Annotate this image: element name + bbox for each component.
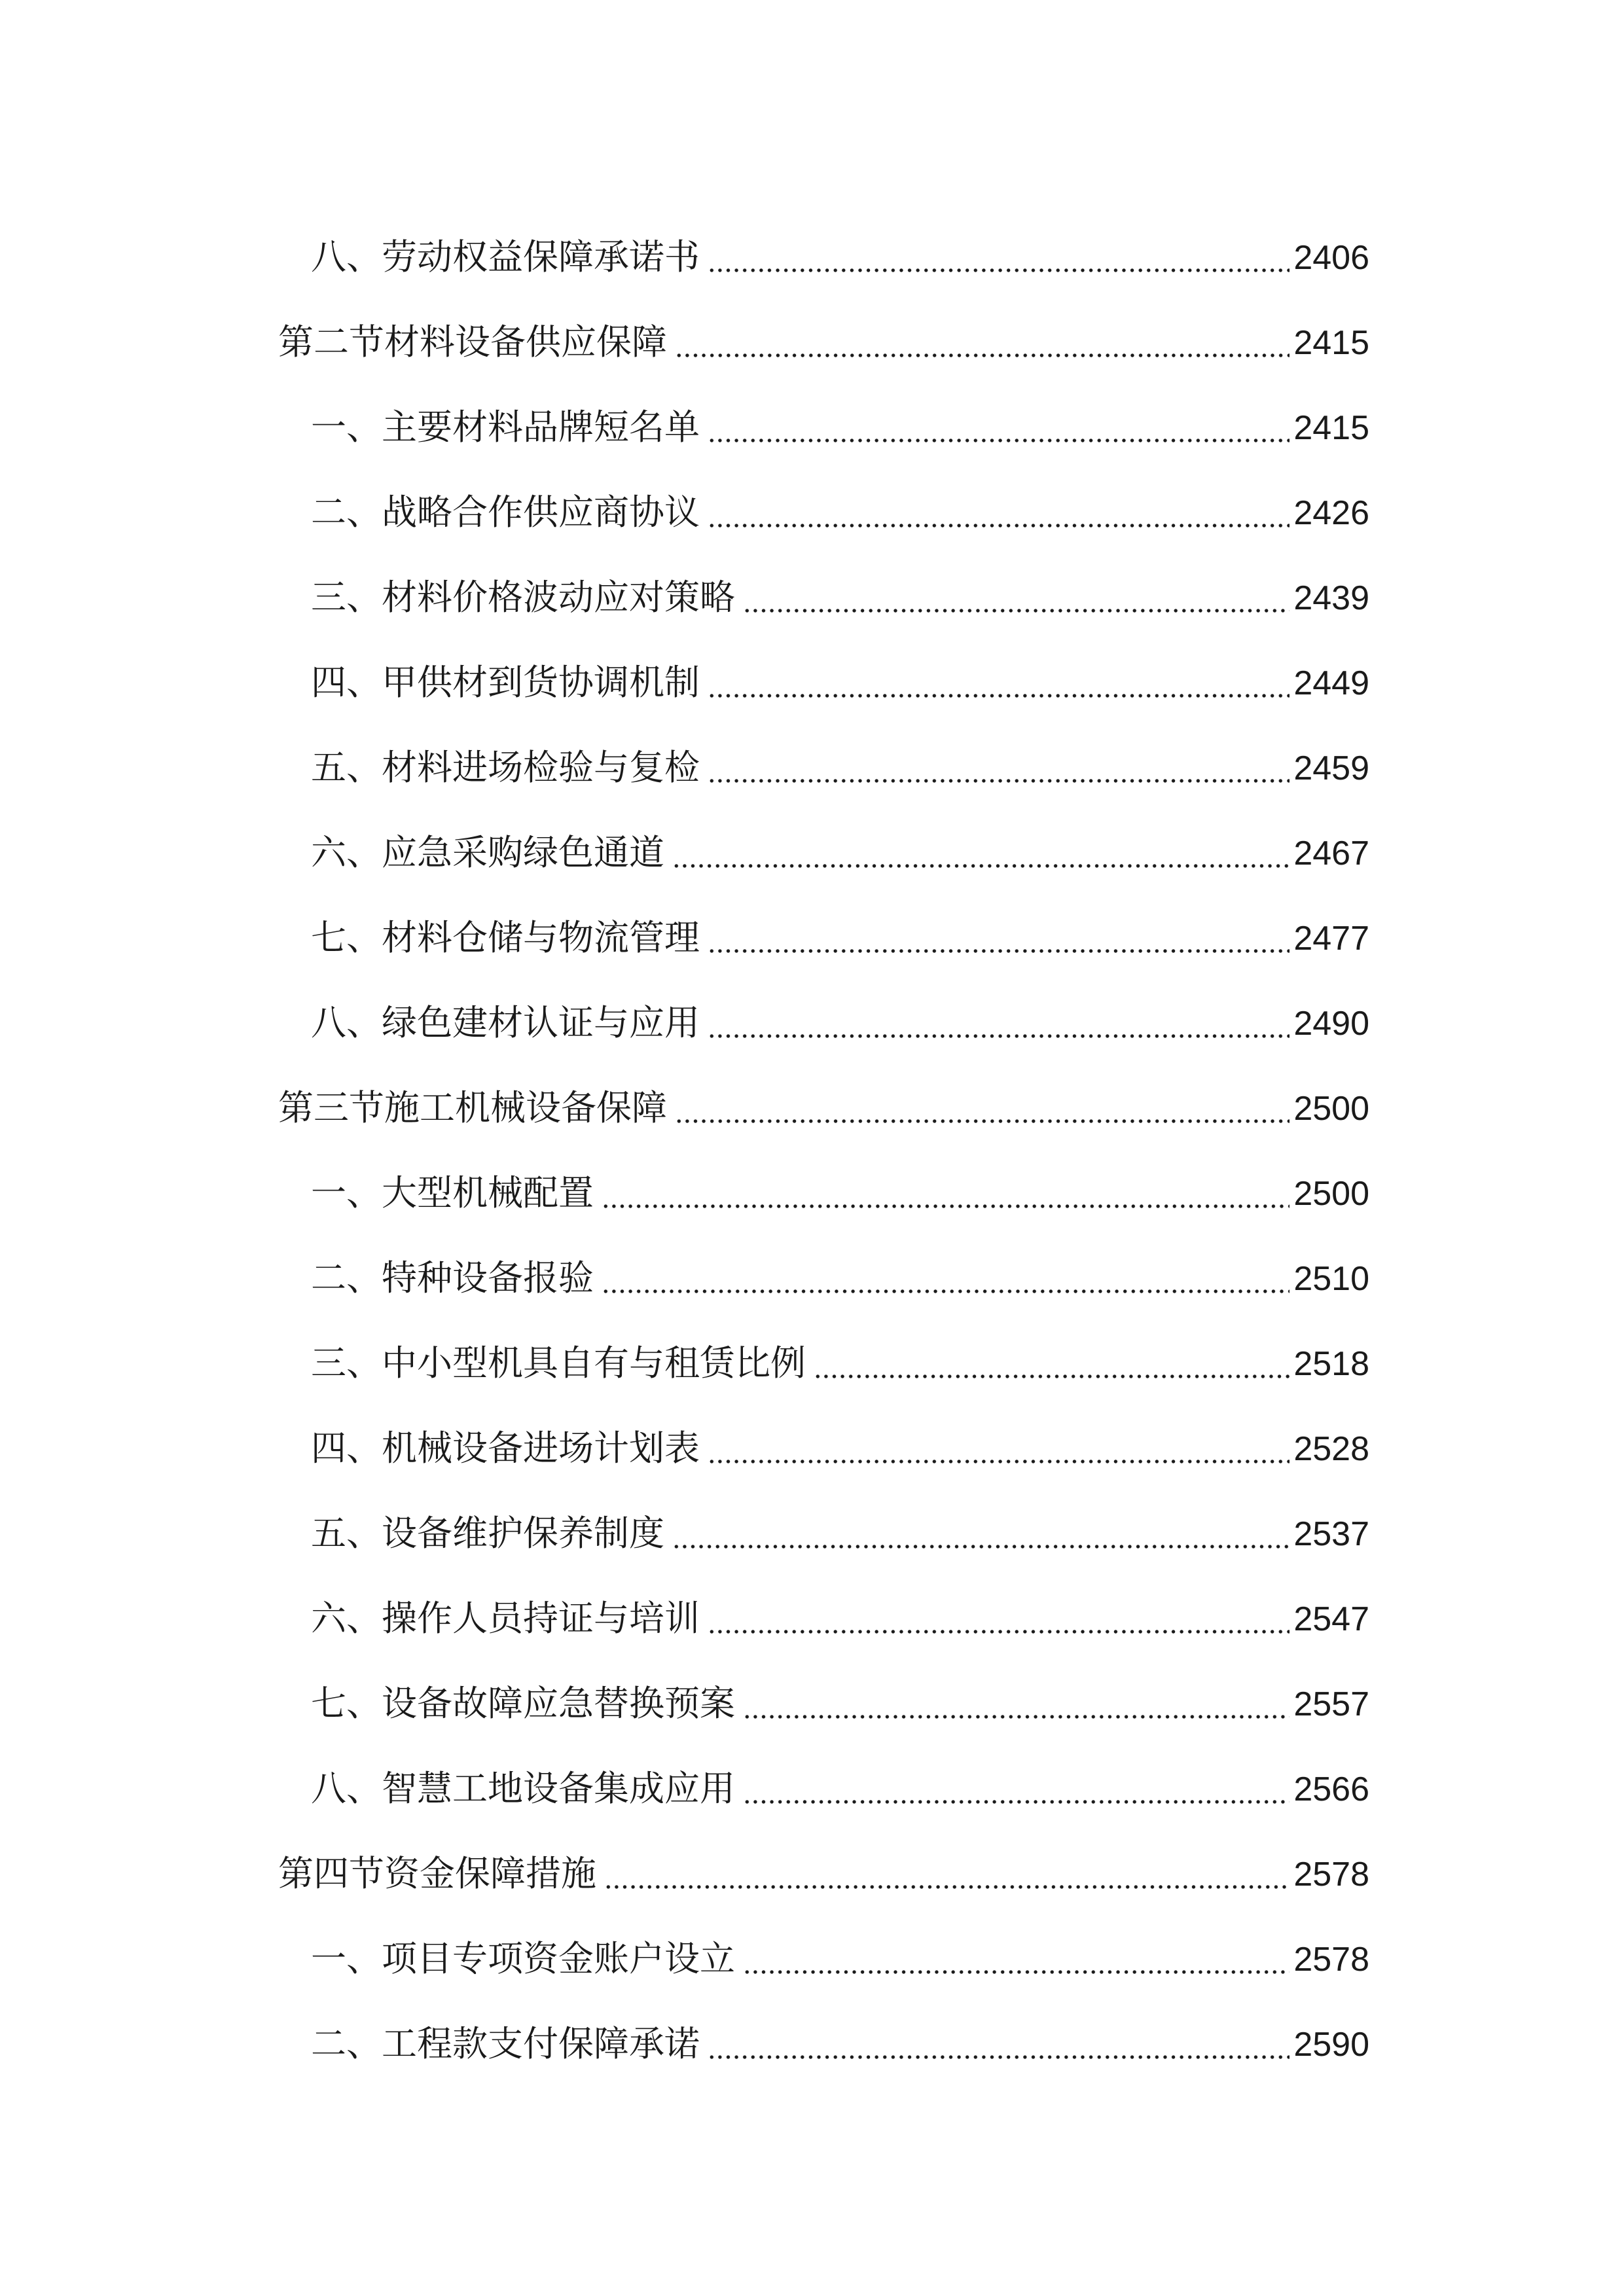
- toc-entry-title: 四、机械设备进场计划表: [311, 1427, 700, 1469]
- dot-leader: [708, 268, 1290, 272]
- toc-entry-page: 2477: [1293, 920, 1369, 958]
- toc-entry-title: 四、甲供材到货协调机制: [311, 662, 700, 703]
- toc-entry-page: 2500: [1293, 1090, 1369, 1128]
- dot-leader: [743, 1800, 1290, 1804]
- toc-entry-page: 2590: [1293, 2026, 1369, 2064]
- toc-entry-page: 2547: [1293, 1600, 1369, 1638]
- toc-entry[interactable]: [311, 798, 1369, 873]
- dot-leader: [604, 1885, 1290, 1889]
- dot-leader: [672, 864, 1290, 868]
- toc-entry-title: 一、项目专项资金账户设立: [311, 1938, 735, 1979]
- toc-entry[interactable]: [311, 1139, 1369, 1211]
- toc-entry[interactable]: [278, 1820, 1369, 1892]
- dot-leader: [708, 1630, 1290, 1634]
- toc-entry[interactable]: [311, 1224, 1369, 1299]
- dot-leader: [675, 353, 1290, 357]
- dot-leader: [672, 1545, 1290, 1549]
- dot-leader: [675, 1119, 1290, 1123]
- dot-leader: [743, 1715, 1290, 1719]
- toc-entry[interactable]: [311, 1309, 1369, 1384]
- dot-leader: [814, 1374, 1290, 1378]
- toc-entry-page: 2566: [1293, 1770, 1369, 1808]
- toc-entry[interactable]: [311, 1734, 1369, 1809]
- toc-entry-title: 八、劳动权益保障承诺书: [311, 236, 700, 278]
- toc-entry[interactable]: [311, 1479, 1369, 1554]
- toc-entry-title: 二、战略合作供应商协议: [311, 492, 700, 533]
- toc-entry[interactable]: [311, 203, 1369, 278]
- toc-entry-page: 2510: [1293, 1260, 1369, 1298]
- dot-leader: [708, 524, 1290, 528]
- toc-entry[interactable]: [311, 1649, 1369, 1724]
- toc-entry-page: 2537: [1293, 1515, 1369, 1553]
- toc-entry[interactable]: [311, 543, 1369, 618]
- toc-entry-page: 2518: [1293, 1345, 1369, 1383]
- toc-entry-title: 五、材料进场检验与复检: [311, 747, 700, 788]
- toc-entry[interactable]: [311, 969, 1369, 1041]
- toc-entry-page: 2467: [1293, 834, 1369, 872]
- toc-entry-title: 二、特种设备报验: [311, 1257, 594, 1299]
- toc-entry-page: 2578: [1293, 1941, 1369, 1979]
- toc-entry[interactable]: [311, 1905, 1369, 1977]
- toc-entry[interactable]: [311, 884, 1369, 956]
- toc-entry-page: 2557: [1293, 1685, 1369, 1723]
- toc-entry[interactable]: [311, 1990, 1369, 2062]
- toc-entry-title: 五、设备维护保养制度: [311, 1513, 664, 1554]
- toc-entry[interactable]: [311, 713, 1369, 788]
- dot-leader: [708, 1460, 1290, 1463]
- toc-entry[interactable]: [311, 628, 1369, 703]
- toc-entry-page: 2459: [1293, 749, 1369, 787]
- toc-entry[interactable]: [311, 373, 1369, 448]
- toc-entry-title: 第四节资金保障措施: [278, 1853, 596, 1894]
- toc-entry-title: 第三节施工机械设备保障: [278, 1087, 667, 1128]
- toc-entry-title: 三、材料价格波动应对策略: [311, 577, 735, 618]
- toc-entry[interactable]: [311, 458, 1369, 533]
- toc-entry-title: 八、绿色建材认证与应用: [311, 1002, 700, 1043]
- dot-leader: [708, 439, 1290, 442]
- toc-entry[interactable]: [278, 1054, 1369, 1126]
- toc-entry-title: 七、设备故障应急替换预案: [311, 1683, 735, 1724]
- toc-entry-title: 一、大型机械配置: [311, 1172, 594, 1213]
- toc-entry-title: 六、操作人员持证与培训: [311, 1598, 700, 1639]
- toc-entry-page: 2406: [1293, 239, 1369, 277]
- dot-leader: [708, 779, 1290, 783]
- dot-leader: [602, 1289, 1290, 1293]
- toc-entry-page: 2578: [1293, 1856, 1369, 1893]
- dot-leader: [708, 694, 1290, 698]
- toc-entry-title: 六、应急采购绿色通道: [311, 832, 664, 873]
- toc-entry-title: 七、材料仓储与物流管理: [311, 917, 700, 958]
- toc-entry-page: 2528: [1293, 1430, 1369, 1468]
- dot-leader: [602, 1204, 1290, 1208]
- toc-entry-page: 2415: [1293, 324, 1369, 362]
- toc-entry-page: 2415: [1293, 409, 1369, 447]
- toc-entry[interactable]: [311, 1394, 1369, 1469]
- toc-entry-page: 2500: [1293, 1175, 1369, 1213]
- toc-entry-title: 八、智慧工地设备集成应用: [311, 1768, 735, 1809]
- dot-leader: [743, 609, 1290, 613]
- dot-leader: [743, 1970, 1290, 1974]
- dot-leader: [708, 2055, 1290, 2059]
- dot-leader: [708, 949, 1290, 953]
- toc-entry[interactable]: [311, 1564, 1369, 1639]
- toc-entry-title: 三、中小型机具自有与租赁比例: [311, 1342, 806, 1384]
- dot-leader: [708, 1034, 1290, 1038]
- toc-entry-page: 2490: [1293, 1005, 1369, 1043]
- toc-entry-page: 2439: [1293, 579, 1369, 617]
- toc-entry-page: 2449: [1293, 664, 1369, 702]
- toc-entry-title: 一、主要材料品牌短名单: [311, 406, 700, 448]
- toc-entry-title: 二、工程款支付保障承诺: [311, 2023, 700, 2064]
- toc-entry[interactable]: [278, 288, 1369, 363]
- toc-entry-title: 第二节材料设备供应保障: [278, 321, 667, 363]
- toc-entry-page: 2426: [1293, 494, 1369, 532]
